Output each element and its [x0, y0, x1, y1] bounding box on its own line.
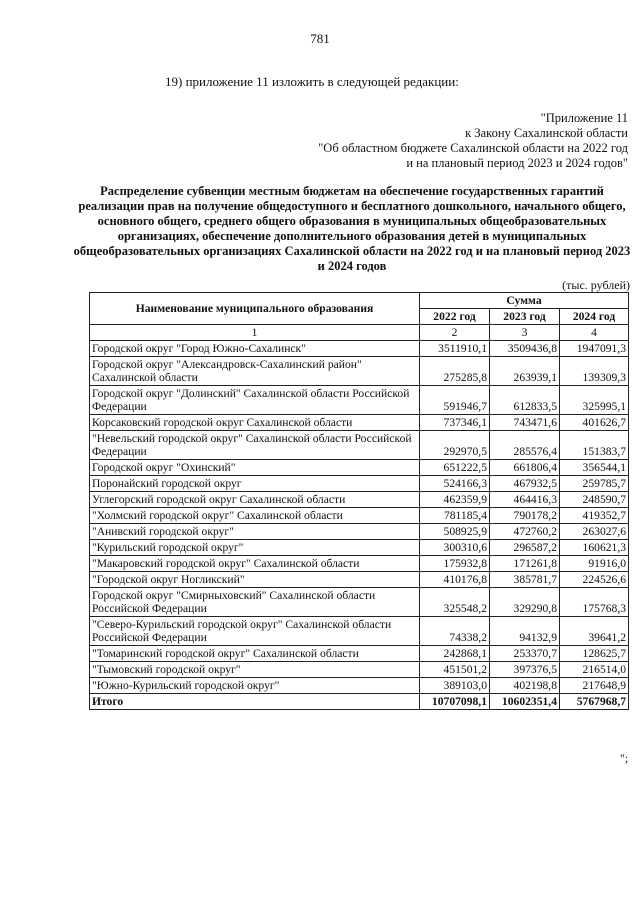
municipality-name: "Северо-Курильский городской округ" Сахалинской области Российской Федерации — [90, 617, 420, 646]
municipality-name: "Южно-Курильский городской округ" — [90, 678, 420, 694]
total-2023: 10602351,4 — [490, 694, 560, 710]
value-2024: 1947091,3 — [560, 341, 629, 357]
appendix-line: "Приложение 11 — [540, 111, 628, 125]
value-2023: 472760,2 — [490, 524, 560, 540]
column-number: 2 — [420, 325, 490, 341]
value-2024: 356544,1 — [560, 460, 629, 476]
value-2022: 451501,2 — [420, 662, 490, 678]
units-label: (тыс. рублей) — [562, 278, 630, 292]
table-row — [90, 508, 629, 524]
value-2024: 91916,0 — [560, 556, 629, 572]
total-label: Итого — [90, 694, 420, 710]
value-2023: 464416,3 — [490, 492, 560, 508]
subvention-table — [89, 292, 629, 710]
value-2022: 292970,5 — [420, 431, 490, 460]
municipality-name: Городской округ "Смирныховский" Сахалинской области Российской Федерации — [90, 588, 420, 617]
value-2023: 296587,2 — [490, 540, 560, 556]
value-2022: 325548,2 — [420, 588, 490, 617]
table-body — [90, 341, 629, 694]
value-2023: 3509436,8 — [490, 341, 560, 357]
value-2024: 151383,7 — [560, 431, 629, 460]
value-2024: 128625,7 — [560, 646, 629, 662]
table-row — [90, 460, 629, 476]
value-2022: 300310,6 — [420, 540, 490, 556]
value-2024: 160621,3 — [560, 540, 629, 556]
table-row — [90, 678, 629, 694]
table-row — [90, 556, 629, 572]
municipality-name: Городской округ "Охинский" — [90, 460, 420, 476]
value-2022: 3511910,1 — [420, 341, 490, 357]
table-row — [90, 341, 629, 357]
column-number: 3 — [490, 325, 560, 341]
value-2022: 591946,7 — [420, 386, 490, 415]
value-2023: 397376,5 — [490, 662, 560, 678]
value-2024: 217648,9 — [560, 678, 629, 694]
municipality-name: "Невельский городской округ" Сахалинской области Российской Федерации — [90, 431, 420, 460]
municipality-name: Городской округ "Долинский" Сахалинской области Российской Федерации — [90, 386, 420, 415]
value-2022: 462359,9 — [420, 492, 490, 508]
table-row — [90, 588, 629, 617]
value-2023: 171261,8 — [490, 556, 560, 572]
municipality-name: Городской округ "Александровск-Сахалинский район" Сахалинской области — [90, 357, 420, 386]
page-number: 781 — [310, 31, 330, 46]
municipality-name: "Макаровский городской округ" Сахалинской области — [90, 556, 420, 572]
table-row — [90, 492, 629, 508]
municipality-name: Корсаковский городской округ Сахалинской области — [90, 415, 420, 431]
total-2024: 5767968,7 — [560, 694, 629, 710]
municipality-name: "Анивский городской округ" — [90, 524, 420, 540]
table-row — [90, 662, 629, 678]
header-year: 2023 год — [490, 309, 560, 325]
municipality-name: "Тымовский городской округ" — [90, 662, 420, 678]
value-2024: 259785,7 — [560, 476, 629, 492]
value-2022: 389103,0 — [420, 678, 490, 694]
table-row — [90, 572, 629, 588]
appendix-header — [318, 111, 628, 171]
value-2022: 737346,1 — [420, 415, 490, 431]
value-2024: 216514,0 — [560, 662, 629, 678]
header-year: 2024 год — [560, 309, 629, 325]
value-2023: 263939,1 — [490, 357, 560, 386]
value-2024: 263027,6 — [560, 524, 629, 540]
value-2023: 790178,2 — [490, 508, 560, 524]
value-2024: 39641,2 — [560, 617, 629, 646]
municipality-name: "Городской округ Ногликский" — [90, 572, 420, 588]
table-row — [90, 431, 629, 460]
table-row — [90, 524, 629, 540]
municipality-name: "Холмский городской округ" Сахалинской области — [90, 508, 420, 524]
value-2022: 410176,8 — [420, 572, 490, 588]
header-name: Наименование муниципального образования — [90, 293, 420, 325]
value-2022: 508925,9 — [420, 524, 490, 540]
value-2023: 329290,8 — [490, 588, 560, 617]
municipality-name: Поронайский городской округ — [90, 476, 420, 492]
header-year: 2022 год — [420, 309, 490, 325]
value-2023: 661806,4 — [490, 460, 560, 476]
table-row — [90, 386, 629, 415]
value-2023: 743471,6 — [490, 415, 560, 431]
value-2022: 175932,8 — [420, 556, 490, 572]
intro-text: 19) приложение 11 изложить в следующей редакции: — [165, 74, 459, 89]
municipality-name: "Курильский городской округ" — [90, 540, 420, 556]
appendix-line: "Об областном бюджете Сахалинской области на 2022 год — [318, 141, 628, 155]
document-title: Распределение субвенции местным бюджетам на обеспечение государственных гарантий реализации прав на получение общедоступного и бесплатного дошкольного, начального общего, основного общего, среднего общего образования в муниципальных общеобразовательных организациях, обеспечение дополнительного образования детей в муниципальных общеобразовательных организациях Сахалинской области на 2022 год и на плановый период 2023 и 2024 годов — [73, 184, 631, 273]
table-row — [90, 617, 629, 646]
header-sum: Сумма — [420, 293, 629, 309]
value-2024: 224526,6 — [560, 572, 629, 588]
column-number: 4 — [560, 325, 629, 341]
closing-quote: "; — [620, 751, 629, 765]
table-row — [90, 357, 629, 386]
municipality-name: Городской округ "Город Южно-Сахалинск" — [90, 341, 420, 357]
value-2022: 524166,3 — [420, 476, 490, 492]
value-2023: 94132,9 — [490, 617, 560, 646]
value-2022: 781185,4 — [420, 508, 490, 524]
value-2022: 275285,8 — [420, 357, 490, 386]
value-2023: 253370,7 — [490, 646, 560, 662]
value-2024: 325995,1 — [560, 386, 629, 415]
value-2024: 139309,3 — [560, 357, 629, 386]
municipality-name: "Томаринский городской округ" Сахалинской области — [90, 646, 420, 662]
column-number: 1 — [90, 325, 420, 341]
table-row — [90, 476, 629, 492]
value-2023: 285576,4 — [490, 431, 560, 460]
total-2022: 10707098,1 — [420, 694, 490, 710]
value-2022: 74338,2 — [420, 617, 490, 646]
value-2023: 467932,5 — [490, 476, 560, 492]
table-row — [90, 646, 629, 662]
value-2023: 402198,8 — [490, 678, 560, 694]
value-2022: 651222,5 — [420, 460, 490, 476]
value-2024: 419352,7 — [560, 508, 629, 524]
value-2023: 612833,5 — [490, 386, 560, 415]
appendix-line: к Закону Сахалинской области — [465, 126, 628, 140]
value-2024: 175768,3 — [560, 588, 629, 617]
value-2023: 385781,7 — [490, 572, 560, 588]
value-2022: 242868,1 — [420, 646, 490, 662]
appendix-line: и на плановый период 2023 и 2024 годов" — [406, 156, 628, 170]
municipality-name: Углегорский городской округ Сахалинской области — [90, 492, 420, 508]
total-row — [90, 694, 629, 710]
value-2024: 401626,7 — [560, 415, 629, 431]
table-row — [90, 540, 629, 556]
table-row — [90, 415, 629, 431]
value-2024: 248590,7 — [560, 492, 629, 508]
